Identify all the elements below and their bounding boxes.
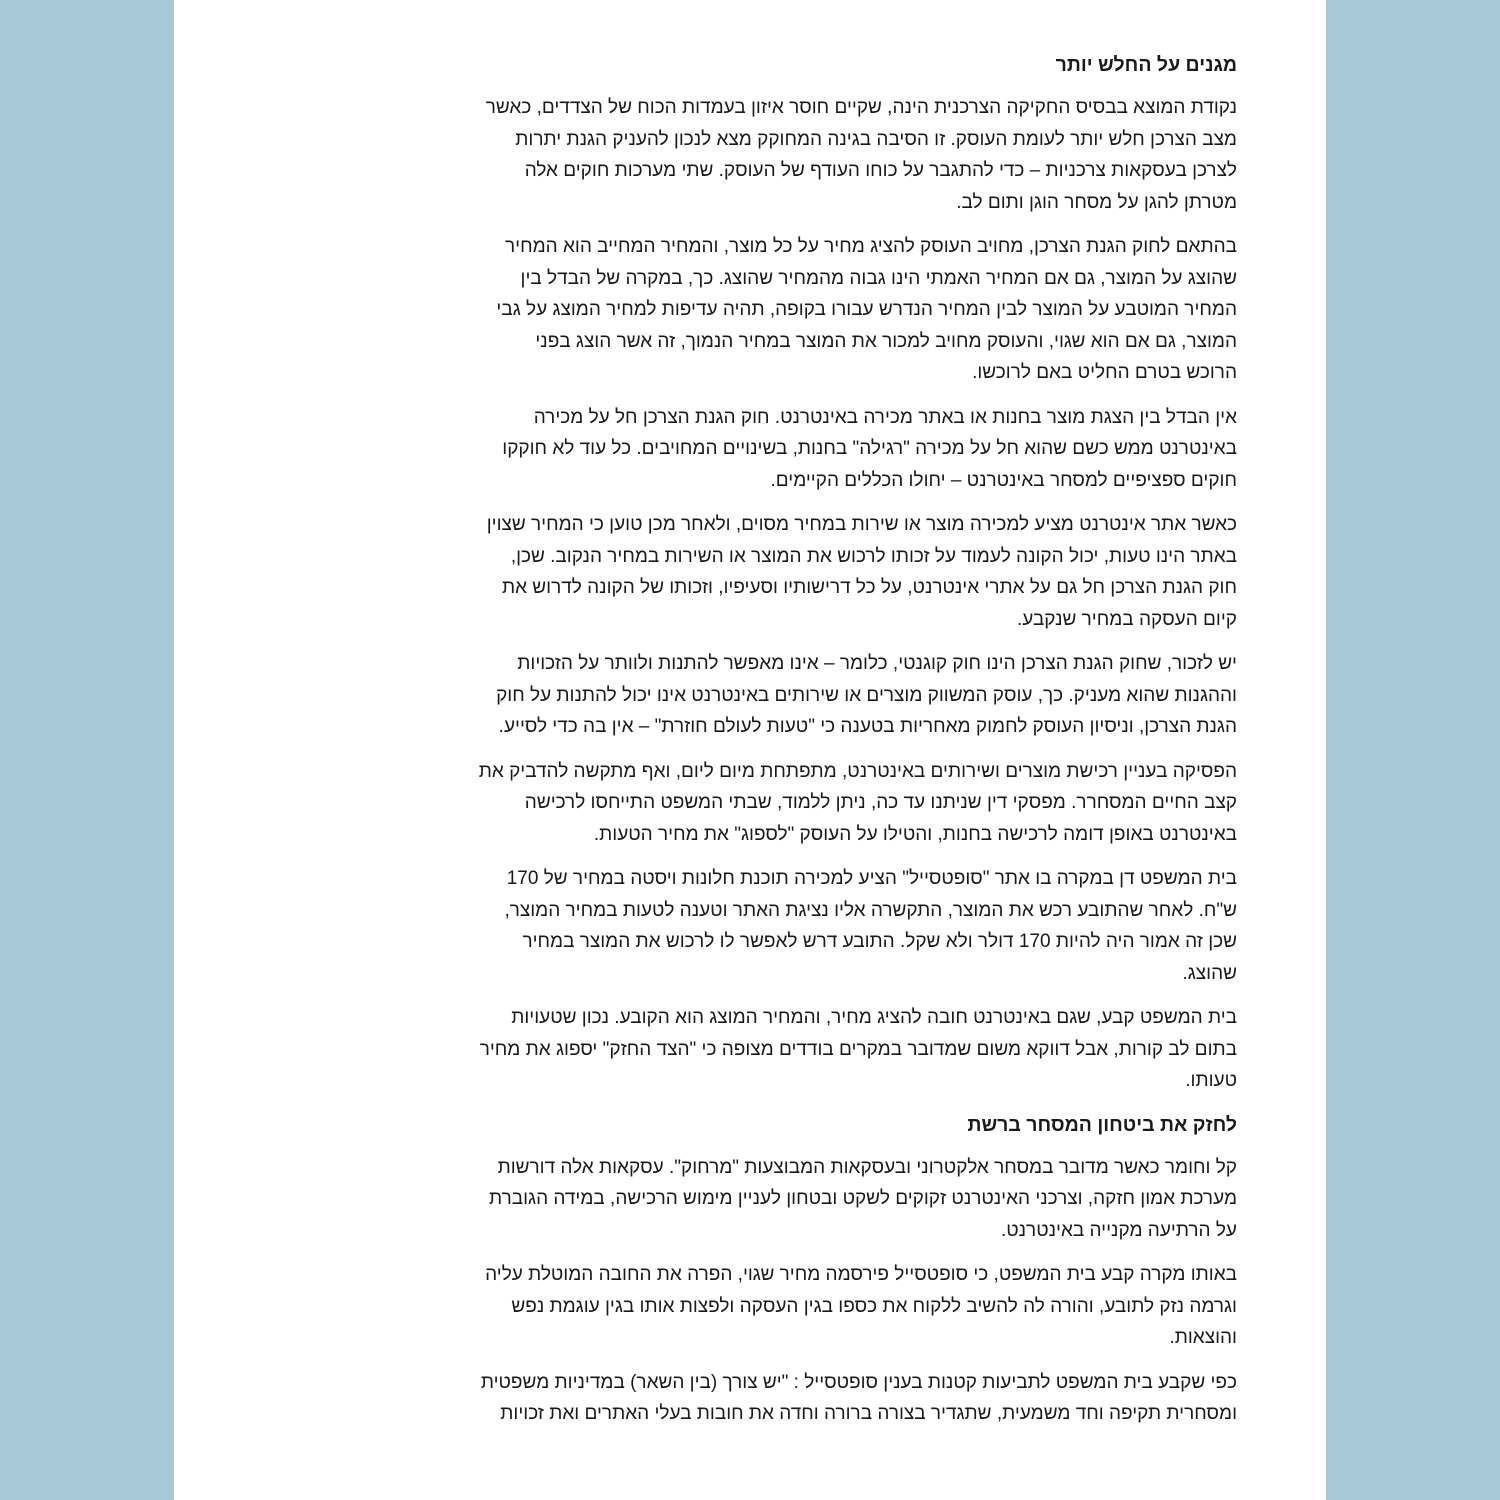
paragraph [319,231,1237,389]
paragraph [319,509,1237,635]
paragraph [319,648,1237,743]
paragraph-line: יש לזכור, שחוק הגנת הצרכן הינו חוק קוגנטי, כלומר – אינו מאפשר להתנות ולוותר על הזכויות [517,653,1237,674]
paragraph-line: וההגנות שהוא מעניק. כך, עוסק המשווק מוצרים או שירותים באינטרנט אינו יכול להתנות על חוק [496,684,1237,706]
paragraph [319,863,1237,989]
paragraph-line: כפי שקבע בית המשפט לתביעות קטנות בענין סופטסייל : "יש צורך (בין השאר) במדיניות משפטית [480,1371,1237,1393]
paragraph-line: בהתאם לחוק הגנת הצרכן, מחויב העוסק להציג מחיר על כל מוצר, והמחיר המחייב הוא המחיר [504,236,1237,257]
paragraph [319,1259,1237,1354]
paragraph [319,402,1237,497]
paragraph-line: ש"ח. לאחר שהתובע רכש את המוצר, התקשרה אליו נציגת האתר וטענה לטעות במחיר המוצר, [504,899,1237,921]
paragraph-line: וגרמה נזק לתובע, והורה לה להשיב ללקוח את כספו בגין העסקה ולפצות אותו בגין עוגמת נפש [511,1295,1237,1317]
paragraph-line: מצב הצרכן חלש יותר לעומת העוסק. זו הסיבה בגינה המחוקק מצא לנכון להעניק הגנת יתרות [515,128,1237,150]
paragraph-line: באותו מקרה קבע בית המשפט, כי סופטסייל פירסמה מחיר שגוי, הפרה את החובה המוטלת עליה [485,1264,1237,1285]
paragraph [319,1002,1237,1097]
paragraph-line: מערכת אמון חזקה, וצרכני האינטרנט זקוקים לשקט ובטחון לעניין מימוש הרכישה, במידה הגוברת [489,1188,1237,1209]
paragraph-line: והוצאות. [1169,1327,1237,1348]
paragraph-line: קיום העסקה במחיר שנקבע. [1016,608,1237,630]
paragraph-line: על הרתיעה מקנייה באינטרנט. [1000,1219,1237,1241]
paragraph-line: טעותו. [1185,1070,1237,1091]
paragraph-line: מטרתן להגן על מסחר הוגן ותום לב. [956,191,1237,213]
paragraph-line: חוקים ספציפיים למסחר באינטרנט – יחולו הכללים הקיימים. [770,469,1237,491]
paragraph-line: חוק הגנת הצרכן חל גם על אתרי אינטרנט, על כל דרישותיו וסעיפיו, וזכותו של הקונה לדרוש את [501,577,1237,598]
section-heading-consumer-protection: מגנים על החלש יותר [1055,54,1237,76]
paragraph [319,756,1237,851]
section-heading-online-trade-trust: לחזק את ביטחון המסחר ברשת [967,1113,1237,1136]
document-page [174,0,1326,1500]
paragraph-line: בית המשפט דן במקרה בו אתר "סופטסייל" הציע למכירה תוכנת חלונות ויסטה במחיר של 170 [506,868,1237,889]
paragraph-line: הפסיקה בעניין רכישת מוצרים ושירותים באינטרנט, מתפתחת מיום ליום, ואף מתקשה להדביק את [478,760,1237,782]
paragraph-line: לצרכן בעסקאות צרכניות – כדי להתגבר על כוחו העודף של העוסק. שתי מערכות חוקים אלה [524,160,1237,181]
paragraph-line: המוצר, גם אם הוא שגוי, והעוסק מחויב למכור את המוצר במחיר הנמוך, זה אשר הוצג בפני [535,330,1237,352]
paragraph-line: קל וחומר כאשר מדובר במסחר אלקטרוני ובעסקאות המבוצעות "מרחוק". עסקאות אלה דורשות [497,1156,1237,1178]
paragraph-line: קצב החיים המסחרר. מפסקי דין שניתנו עד כה, ניתן ללמוד, שבתי המשפט התייחסו לרכישה [524,792,1237,813]
section-1-paragraphs [319,92,1237,1097]
paragraph-line: הגנת הצרכן, וניסיון העוסק לחמוק מאחריות בטענה כי "טעות לעולם חוזרת" – אין בה כדי לסייע. [498,716,1237,737]
paragraph-line: המחיר המוטבע על המוצר לבין המחיר הנדרש עבורו בקופה, תהיה עדיפות למחיר המוצג על גבי [496,299,1237,320]
paragraph-line: הרוכש בטרם החליט באם לרוכשו. [972,362,1237,383]
section-2-paragraphs [319,1152,1237,1430]
paragraph-line: בית המשפט קבע, שגם באינטרנט חובה להציג מחיר, והמחיר המוצג הוא הקובע. נכון שטעויות [511,1007,1237,1028]
paragraph-line: אין הבדל בין הצגת מוצר בחנות או באתר מכירה באינטרנט. חוק הגנת הצרכן חל על מכירה [533,406,1237,428]
paragraph-line: באינטרנט באופן דומה לרכישה בחנות, והטילו על העוסק "לספוג" את מחיר הטעות. [593,823,1237,845]
paragraph-line: באינטרנט ממש כשם שהוא חל על מכירה "רגילה" בחנות, בשינויים המחויבים. כל עוד לא חוקקו [502,438,1237,459]
paragraph [319,1367,1237,1430]
paragraph-line: כאשר אתר אינטרנט מציע למכירה מוצר או שירות במחיר מסוים, ולאחר מכן טוען כי המחיר שצוין [486,514,1237,535]
paragraph-line: שהוצג. [1182,962,1237,984]
paragraph [319,92,1237,218]
paragraph-line: ומסחרית תקיפה וחד משמעית, שתגדיר בצורה ברורה וחדה את חובות בעלי האתרים ואת זכויות [500,1403,1237,1424]
paragraph-line: שכן זה אמור היה להיות 170 דולר ולא שקל. התובע דרש לאפשר לו לרכוש את המוצר במחיר [522,931,1237,952]
document-body [319,50,1237,1443]
paragraph-line: שהוצג על המוצר, גם אם המחיר האמתי הינו גבוה מהמחיר שהוצג. כך, במקרה של הבדל בין [520,267,1237,289]
paragraph-line: בתום לב קורות, אבל דווקא משום שמדובר במקרים בודדים מצופה כי "הצד החזק" יספוג את מחיר [479,1038,1237,1060]
paragraph-line: נקודת המוצא בבסיס החקיקה הצרכנית הינה, שקיים חוסר איזון בעמדות הכוח של הצדדים, כאשר [485,97,1237,118]
paragraph [319,1152,1237,1247]
paragraph-line: באתר הינו טעות, יכול הקונה לעמוד על זכותו לרכוש את המוצר או השירות במחיר הנקוב. שכן, [510,545,1237,567]
